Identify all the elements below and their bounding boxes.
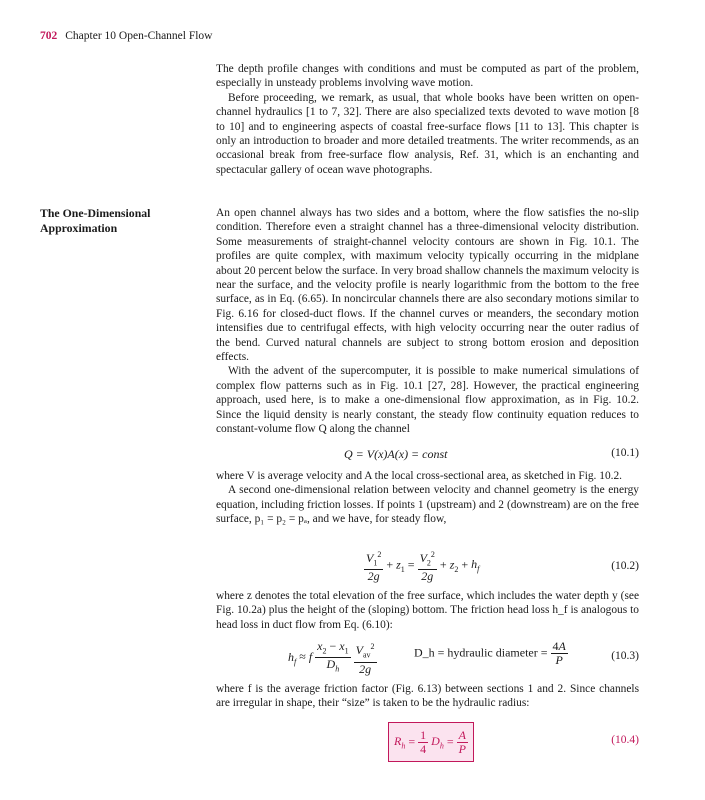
equation-10-4-body: $R_h$ = $\frac{1}{4}$ $D_h$ = $\frac{A}{P}$ — [394, 727, 466, 756]
intro-text — [216, 62, 639, 177]
equation-10-3-number: (10.3) — [611, 650, 639, 662]
equation-10-4-number: (10.4) — [611, 734, 639, 746]
body-paragraph-5: where z denotes the total elevation of the free surface, which includes the water depth y (see Fig. 10.2a) plus the height of the (sloping) bottom. The friction head loss h_f is analogous to head loss in duct flow from Eq. (6.10): — [216, 590, 639, 631]
equation-10-1 — [216, 447, 639, 463]
equation-10-2 — [216, 548, 639, 586]
body-paragraph-6: where f is the average friction factor (Fig. 6.13) between sections 1 and 2. Since channels are irregular in shape, their “size” is taken to be the hydraulic radius: — [216, 683, 639, 710]
body-paragraph-2: With the advent of the supercomputer, it is possible to make numerical simulations of complex flow patterns such as in Fig. 10.1 [27, 28]. However, the practical engineering approach, used here, is to make a one-dimensional flow approximation, as in Fig. 10.2. Since the liquid density is nearly constant, the steady flow continuity equation reduces to constant-volume flow Q along the channel — [216, 365, 639, 436]
body-paragraph-4: A second one-dimensional relation between velocity and channel geometry is the energy equation, including friction losses. If points 1 (upstream) and 2 (downstream) are on the free surface, p₁ = p₂ = pₐ, and we have, for steady flow, — [216, 484, 639, 526]
equation-10-3 — [216, 638, 639, 678]
body-text-4 — [216, 682, 639, 711]
equation-10-3-body: $h_f \approx f$ $\frac{x_2 - x_1}{D_h}$ $\frac{V_{av}^2}{2g}$ — [288, 639, 375, 676]
equation-10-1-number: (10.1) — [611, 447, 639, 459]
page-number: 702 — [40, 30, 58, 42]
body-paragraph-3: where V is average velocity and A the local cross-sectional area, as sketched in Fig. 10.2. — [216, 470, 623, 482]
body-text-2 — [216, 469, 639, 527]
equation-10-1-body: Q = V(x)A(x) = const — [344, 447, 448, 461]
body-text-1 — [216, 206, 639, 437]
running-header — [40, 30, 213, 42]
body-text-3 — [216, 589, 639, 632]
equation-10-2-body: $\frac{V_1^2}{2g}$ + $z_1$ = $\frac{V_2^2}{2g}$ + $z_2 + h_f$ — [366, 550, 480, 584]
equation-10-2-number: (10.2) — [611, 560, 639, 572]
body-paragraph-1: An open channel always has two sides and a bottom, where the flow satisfies the no-slip condition. Therefore even a straight channel has a three-dimensional velocity distribution. Some measurements of straight-channel velocity contours are shown in Fig. 10.1. The profiles are quite complex, with maximum velocity typically occurring in the midplane about 20 percent below the surface. In very broad shallow channels the maximum velocity is near the surface, and the velocity profile is nearly logarithmic from the bottom to the free surface, as in Eq. (6.65). In noncircular channels there are also secondary motions similar to Fig. 6.16 for closed-duct flows. If the channel curves or meanders, the secondary motion intensifies due to centrifugal effects, with high velocity occurring near the outer radius of the bend. Curved natural channels are subject to strong bottom erosion and deposition effects. — [216, 207, 639, 364]
intro-paragraph-1: The depth profile changes with conditions and must be computed as part of the problem, especially in unsteady problems involving wave motion. — [216, 63, 639, 90]
section-heading: The One-Dimensional Approximation — [40, 206, 151, 235]
chapter-title: Chapter 10 Open-Channel Flow — [65, 30, 213, 42]
intro-paragraph-2: Before proceeding, we remark, as usual, that whole books have been written on open-channel hydraulics [1 to 7, 32]. There are also specialized texts devoted to wave motion [8 to 10] and to engineering aspects of coastal free-surface flows [11 to 13]. This chapter is only an introduction to broader and more detailed treatments. The writer recommends, as an occasional break from free-surface flow analysis, Ref. 31, which is an enchanting and spectacular gallery of ocean wave photographs. — [216, 91, 639, 176]
equation-10-3-definition: D_h = hydraulic diameter = $\frac{4A}{P}$ — [414, 639, 566, 667]
equation-10-4 — [216, 734, 639, 750]
